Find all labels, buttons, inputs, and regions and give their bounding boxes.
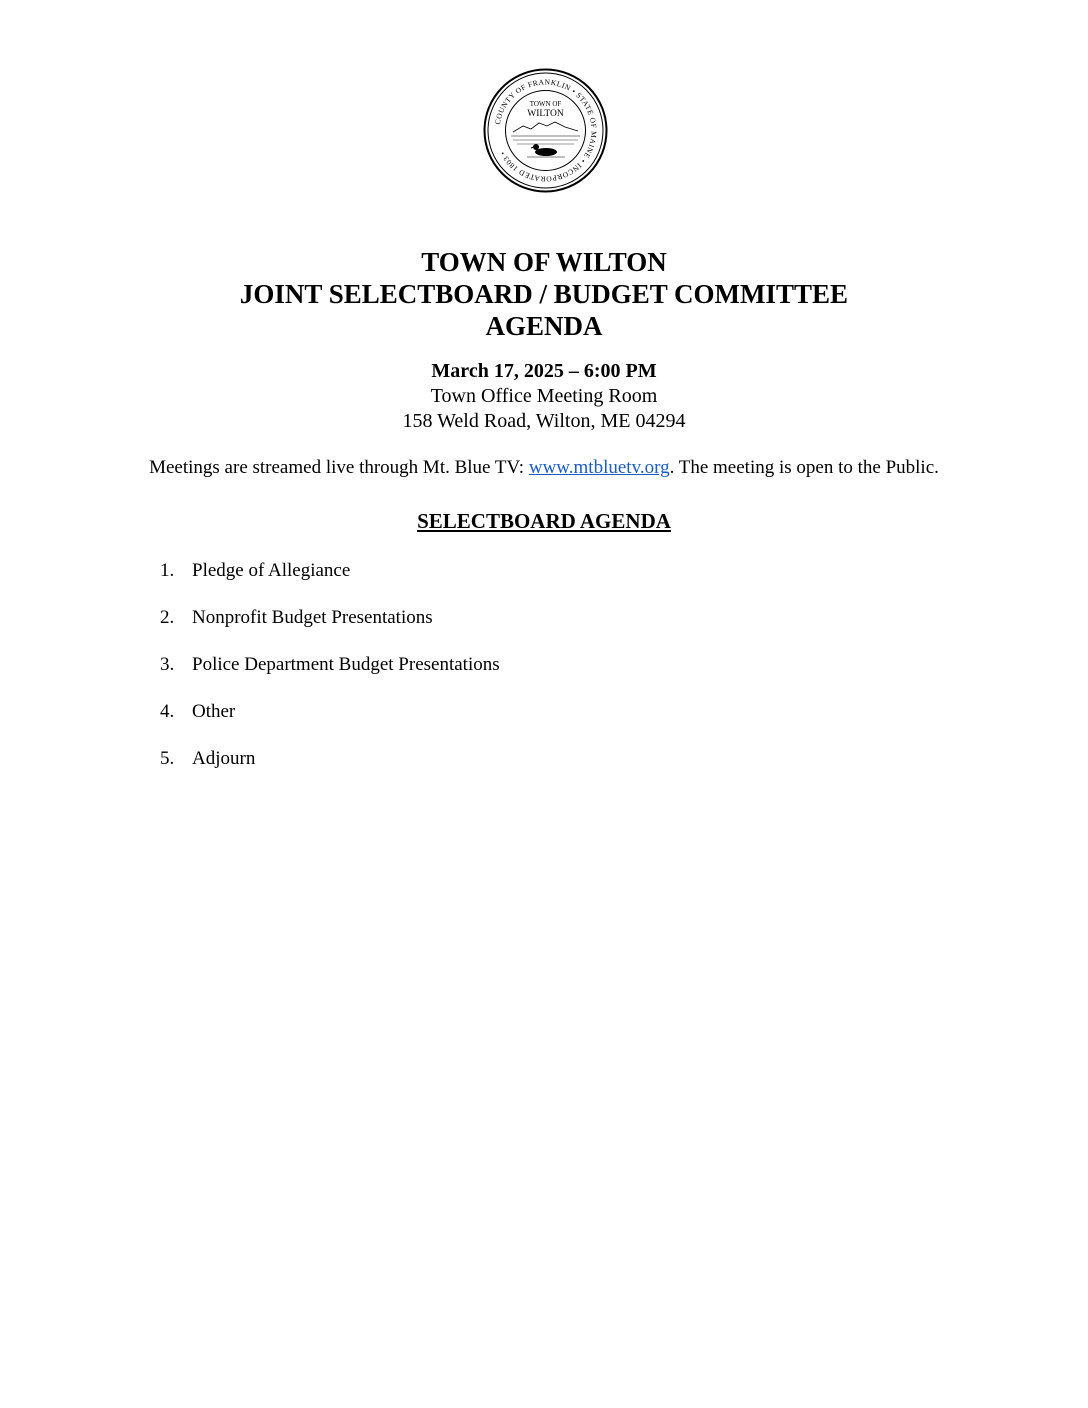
agenda-list <box>160 559 500 794</box>
agenda-item-label: Nonprofit Budget Presentations <box>192 607 433 628</box>
meeting-address: 158 Weld Road, Wilton, ME 04294 <box>402 410 686 432</box>
meeting-type-title: JOINT SELECTBOARD / BUDGET COMMITTEE <box>239 279 849 309</box>
town-name-title: TOWN OF WILTON <box>421 247 667 277</box>
agenda-item-number: 4. <box>160 701 175 722</box>
agenda-item <box>160 606 500 653</box>
agenda-item-label: Police Department Budget Presentations <box>192 654 500 675</box>
agenda-title: AGENDA <box>485 311 603 341</box>
agenda-item-label: Pledge of Allegiance <box>192 560 351 581</box>
meeting-details <box>0 359 1088 434</box>
stream-notice-prefix: Meetings are streamed live through Mt. Blue TV: <box>149 457 529 478</box>
svg-text:COUNTY OF FRANKLIN • STATE OF: COUNTY OF FRANKLIN • STATE OF MAINE • INCORPORATED 1803 • <box>492 77 599 184</box>
agenda-item <box>160 653 500 700</box>
agenda-item-label: Adjourn <box>192 748 256 769</box>
agenda-item <box>160 700 500 747</box>
meeting-location: Town Office Meeting Room <box>430 385 658 407</box>
seal-name-text: WILTON <box>527 109 564 119</box>
stream-notice-suffix: . The meeting is open to the Public. <box>669 457 939 478</box>
agenda-item <box>160 747 500 794</box>
agenda-item-number: 3. <box>160 654 175 675</box>
selectboard-agenda-heading: SELECTBOARD AGENDA <box>417 509 671 533</box>
meeting-datetime: March 17, 2025 – 6:00 PM <box>431 360 657 382</box>
agenda-title-block <box>0 246 1088 342</box>
agenda-item-number: 2. <box>160 607 175 628</box>
agenda-item <box>160 559 500 606</box>
agenda-item-label: Other <box>192 701 236 722</box>
stream-notice <box>0 456 1088 480</box>
agenda-item-number: 5. <box>160 748 175 769</box>
agenda-item-number: 1. <box>160 560 175 581</box>
town-seal-logo <box>483 68 608 193</box>
seal-top-text: TOWN OF <box>529 100 562 108</box>
mtbluetv-link[interactable]: www.mtbluetv.org <box>528 457 670 478</box>
